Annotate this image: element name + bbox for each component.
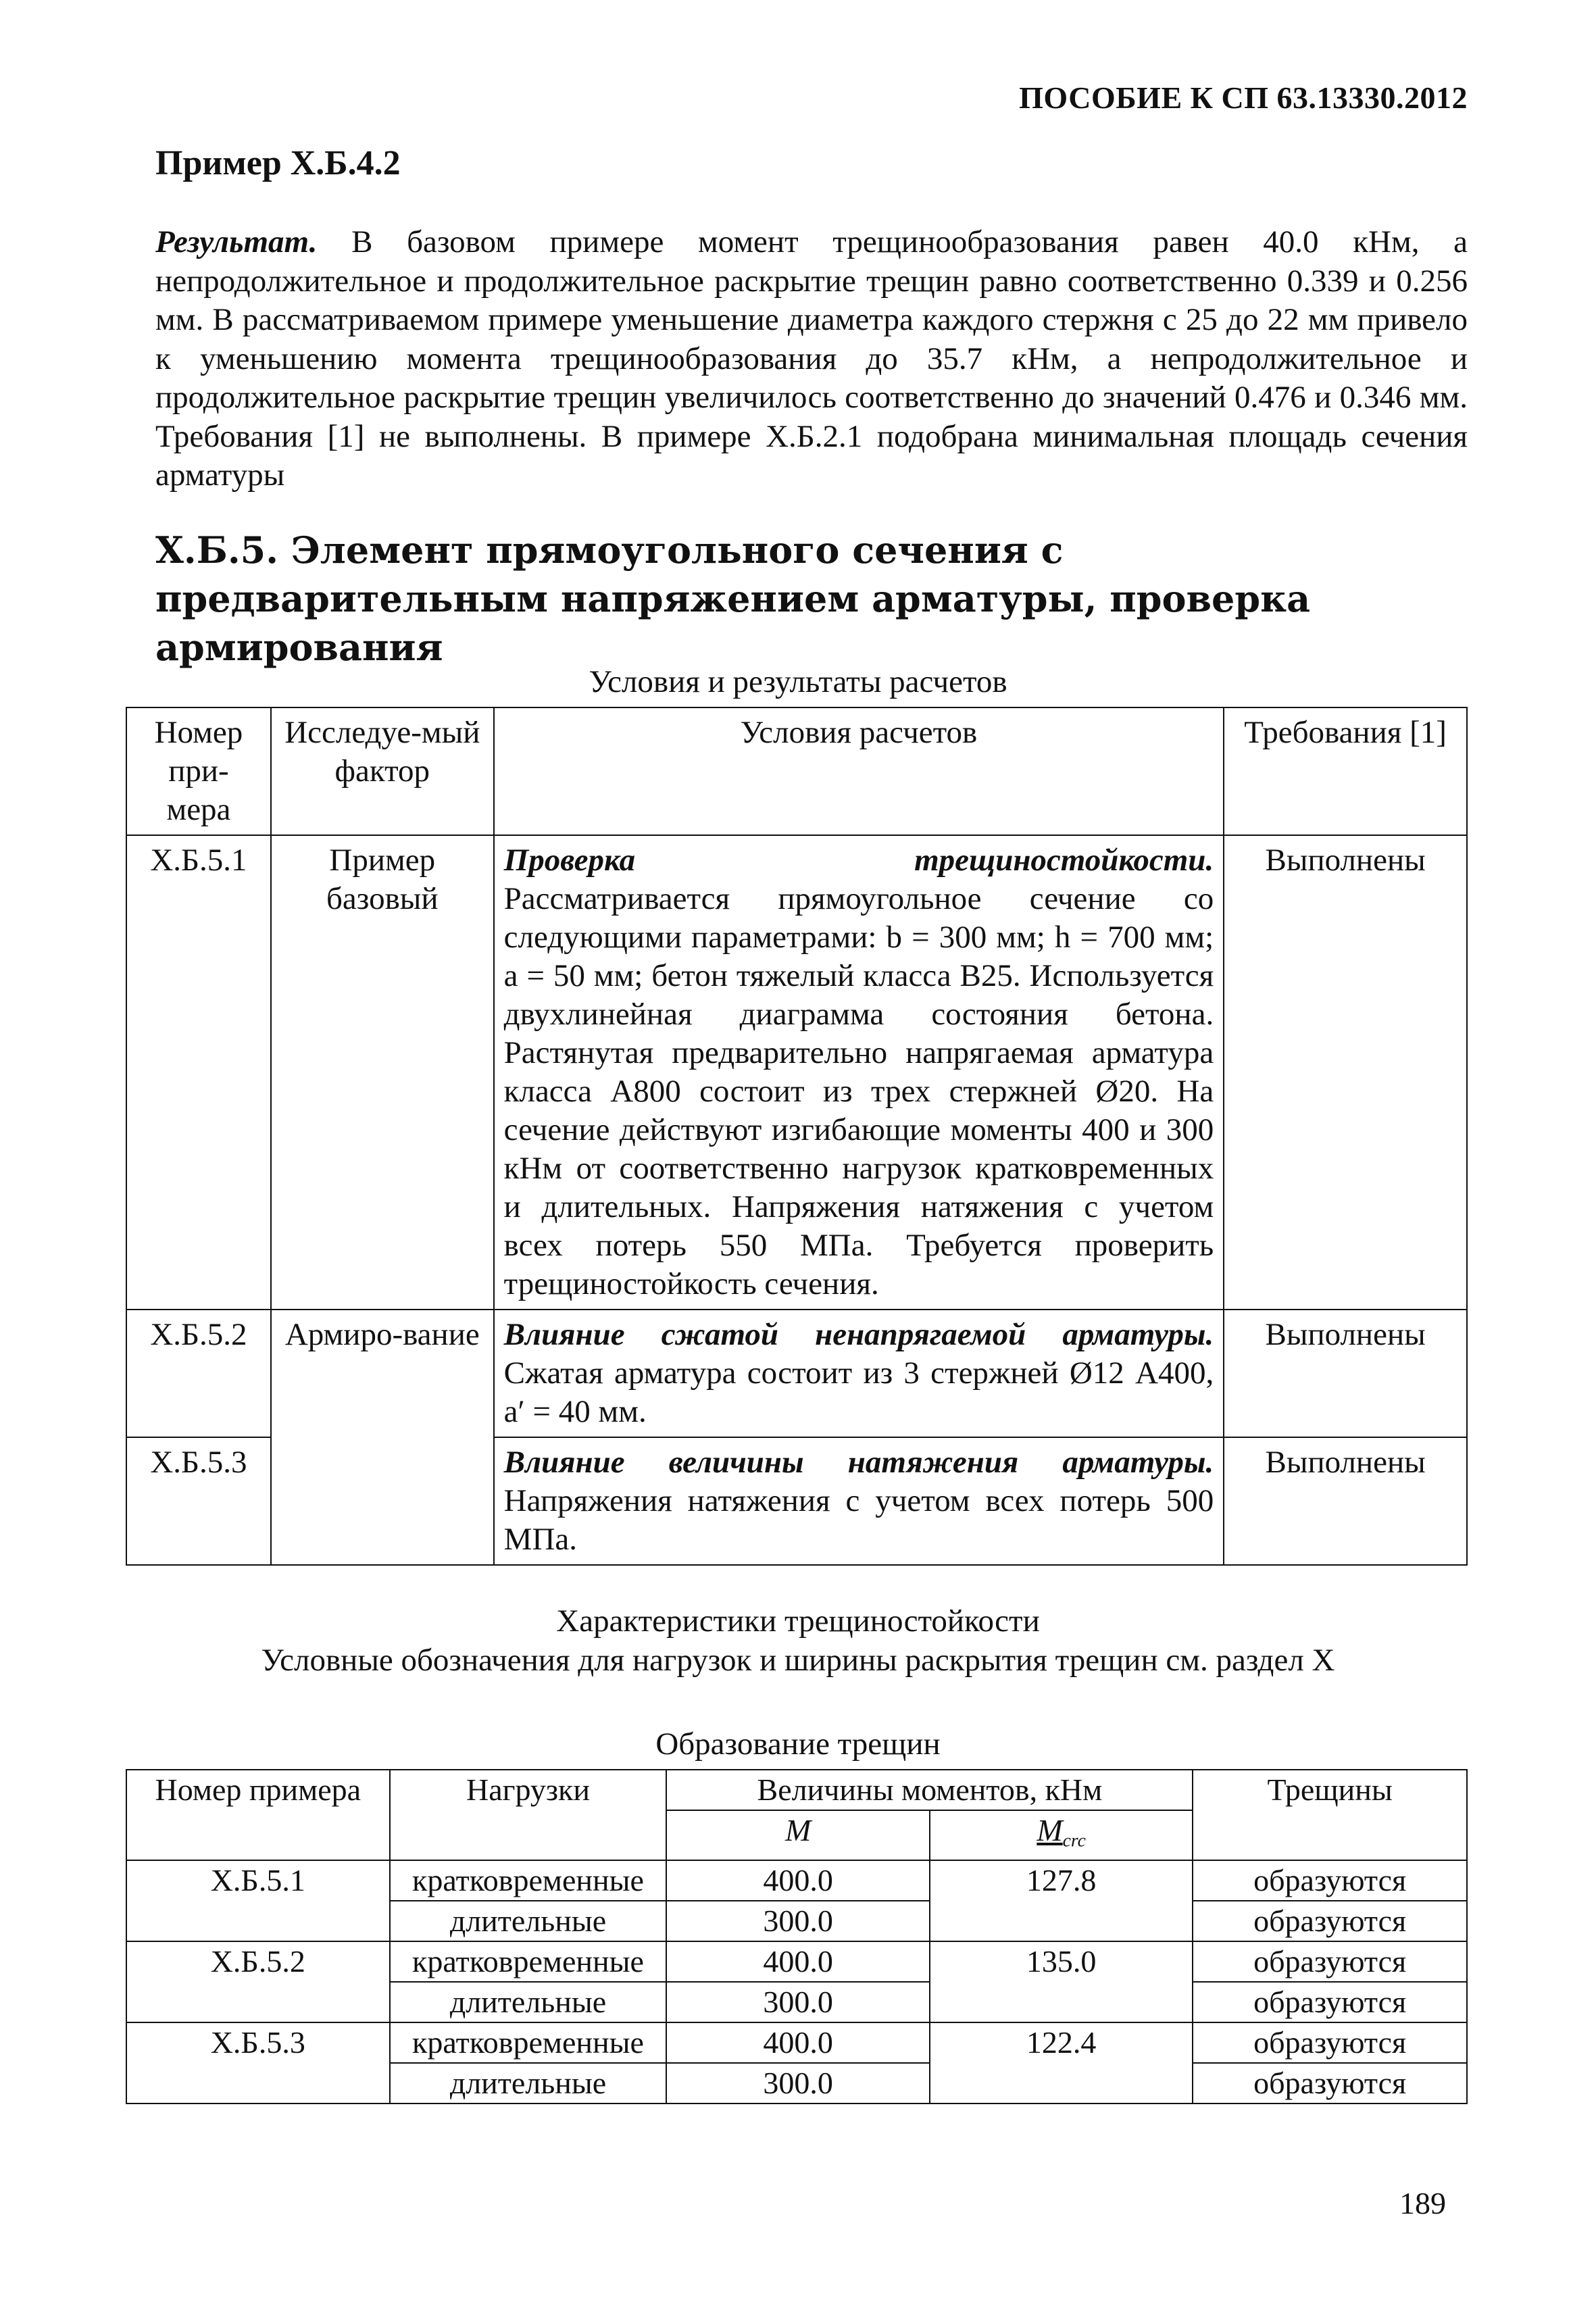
condition-text: Рассматривается прямоугольное сечение со следующими параметрами: b = 300 мм; h = 700 мм; a = 50 мм; бетон тяжелый класса В25. Используется двухлинейная диаграмма состояния бетона. Растянутая предварительно напрягаемая арматура класса А800 состоит из трех стержней Ø20. На сечение действуют изгибающие моменты 400 и 300 кНм от соответственно нагрузок кратковременных и длительных. Напряжения натяжения с учетом всех потерь 550 МПа. Требуется проверить трещиностойкость сечения. [503, 881, 1214, 1301]
result-text: В базовом примере момент трещинообразования равен 40.0 кНм, а непродолжительное и продолжительное раскрытие трещин равно соответственно 0.339 и 0.256 мм. В рассматриваемом примере уменьшение диаметра каждого стержня с 25 до 22 мм привело к уменьшению момента трещинообразования до 35.7 кНм, а непродолжительное и продолжительное раскрытие трещин увеличилось соответственно до значений 0.476 и 0.346 мм. Требования [1] не выполнены. В примере Х.Б.2.1 подобрана минимальная площадь сечения арматуры [155, 224, 1468, 493]
group-number: Х.Б.5.1 [126, 1860, 390, 1941]
header-factor: Исследуе-мый фактор [271, 707, 494, 835]
row-requirement: Выполнены [1224, 1437, 1467, 1565]
load-cell: длительные [390, 2063, 667, 2104]
row-factor: Армиро-вание [271, 1310, 494, 1565]
cracks-cell: образуются [1193, 1982, 1467, 2022]
header-number: Номер примера [126, 1770, 390, 1860]
condition-title: Влияние сжатой ненапрягаемой арматуры. [503, 1317, 1214, 1352]
characteristics-note: Условные обозначения для нагрузок и ширины раскрытия трещин см. раздел Х [261, 1643, 1335, 1678]
moment-cell: 400.0 [666, 1860, 929, 1901]
page-number: 189 [1399, 2186, 1446, 2220]
row-number: Х.Б.5.2 [126, 1310, 271, 1437]
cracks-cell: образуются [1193, 1860, 1467, 1901]
header-m: M [666, 1810, 929, 1860]
row-number: Х.Б.5.3 [126, 1437, 271, 1565]
row-conditions [494, 1310, 1224, 1437]
moment-cell: 400.0 [666, 2022, 929, 2063]
conditions-table [126, 707, 1468, 1566]
cracks-cell: образуются [1193, 2063, 1467, 2104]
result-paragraph [155, 223, 1468, 495]
cracks-cell: образуются [1193, 1941, 1467, 1982]
row-requirement: Выполнены [1224, 1310, 1467, 1437]
condition-title: Влияние величины натяжения арматуры. [503, 1445, 1214, 1480]
table-row [126, 1941, 1467, 1982]
moment-cell: 400.0 [666, 1941, 929, 1982]
load-cell: кратковременные [390, 1941, 667, 1982]
result-label: Результат. [155, 224, 318, 259]
cracks-cell: образуются [1193, 2022, 1467, 2063]
row-number: Х.Б.5.1 [126, 835, 271, 1310]
table1-caption: Условия и результаты расчетов [589, 664, 1007, 699]
cracks-cell: образуются [1193, 1901, 1467, 1941]
characteristics-title: Характеристики трещиностойкости [556, 1603, 1040, 1639]
moment-cell: 300.0 [666, 1901, 929, 1941]
table-row [126, 1310, 1467, 1437]
running-header: ПОСОБИЕ К СП 63.13330.2012 [1019, 80, 1468, 115]
crack-formation-table [126, 1769, 1468, 2104]
header-loads: Нагрузки [390, 1770, 667, 1860]
condition-title: Проверка трещиностойкости. [503, 843, 1214, 878]
load-cell: длительные [390, 1982, 667, 2022]
section-heading: Х.Б.5. Элемент прямоугольного сечения с предварительным напряжением арматуры, проверка армирования [155, 528, 1311, 669]
header-cracks: Трещины [1193, 1770, 1467, 1860]
header-conditions: Условия расчетов [494, 707, 1224, 835]
load-cell: длительные [390, 1901, 667, 1941]
mcrc-symbol [1037, 1813, 1086, 1851]
group-number: Х.Б.5.2 [126, 1941, 390, 2022]
row-conditions [494, 1437, 1224, 1565]
load-cell: кратковременные [390, 1860, 667, 1901]
moment-cell: 300.0 [666, 1982, 929, 2022]
header-moments: Величины моментов, кНм [666, 1770, 1193, 1810]
group-number: Х.Б.5.3 [126, 2022, 390, 2104]
condition-text: Сжатая арматура состоит из 3 стержней Ø12 А400, a′ = 40 мм. [503, 1355, 1214, 1429]
row-conditions [494, 835, 1224, 1310]
table1-header-row [126, 707, 1467, 835]
mcrc-cell: 122.4 [930, 2022, 1193, 2104]
example-title: Пример Х.Б.4.2 [155, 144, 401, 182]
header-mcrc [930, 1810, 1193, 1860]
mcrc-sub: crc [1062, 1829, 1086, 1851]
table2-caption: Образование трещин [655, 1726, 941, 1762]
row-factor: Пример базовый [271, 835, 494, 1310]
mcrc-cell: 135.0 [930, 1941, 1193, 2022]
table2-header-row [126, 1770, 1467, 1810]
header-number: Номер при-мера [126, 707, 271, 835]
header-requirements: Требования [1] [1224, 707, 1467, 835]
mcrc-main: M [1037, 1813, 1063, 1847]
load-cell: кратковременные [390, 2022, 667, 2063]
table-row [126, 835, 1467, 1310]
table-row [126, 2022, 1467, 2063]
row-requirement: Выполнены [1224, 835, 1467, 1310]
condition-text: Напряжения натяжения с учетом всех потерь 500 МПа. [503, 1483, 1214, 1557]
table-row [126, 1860, 1467, 1901]
moment-cell: 300.0 [666, 2063, 929, 2104]
mcrc-cell: 127.8 [930, 1860, 1193, 1941]
